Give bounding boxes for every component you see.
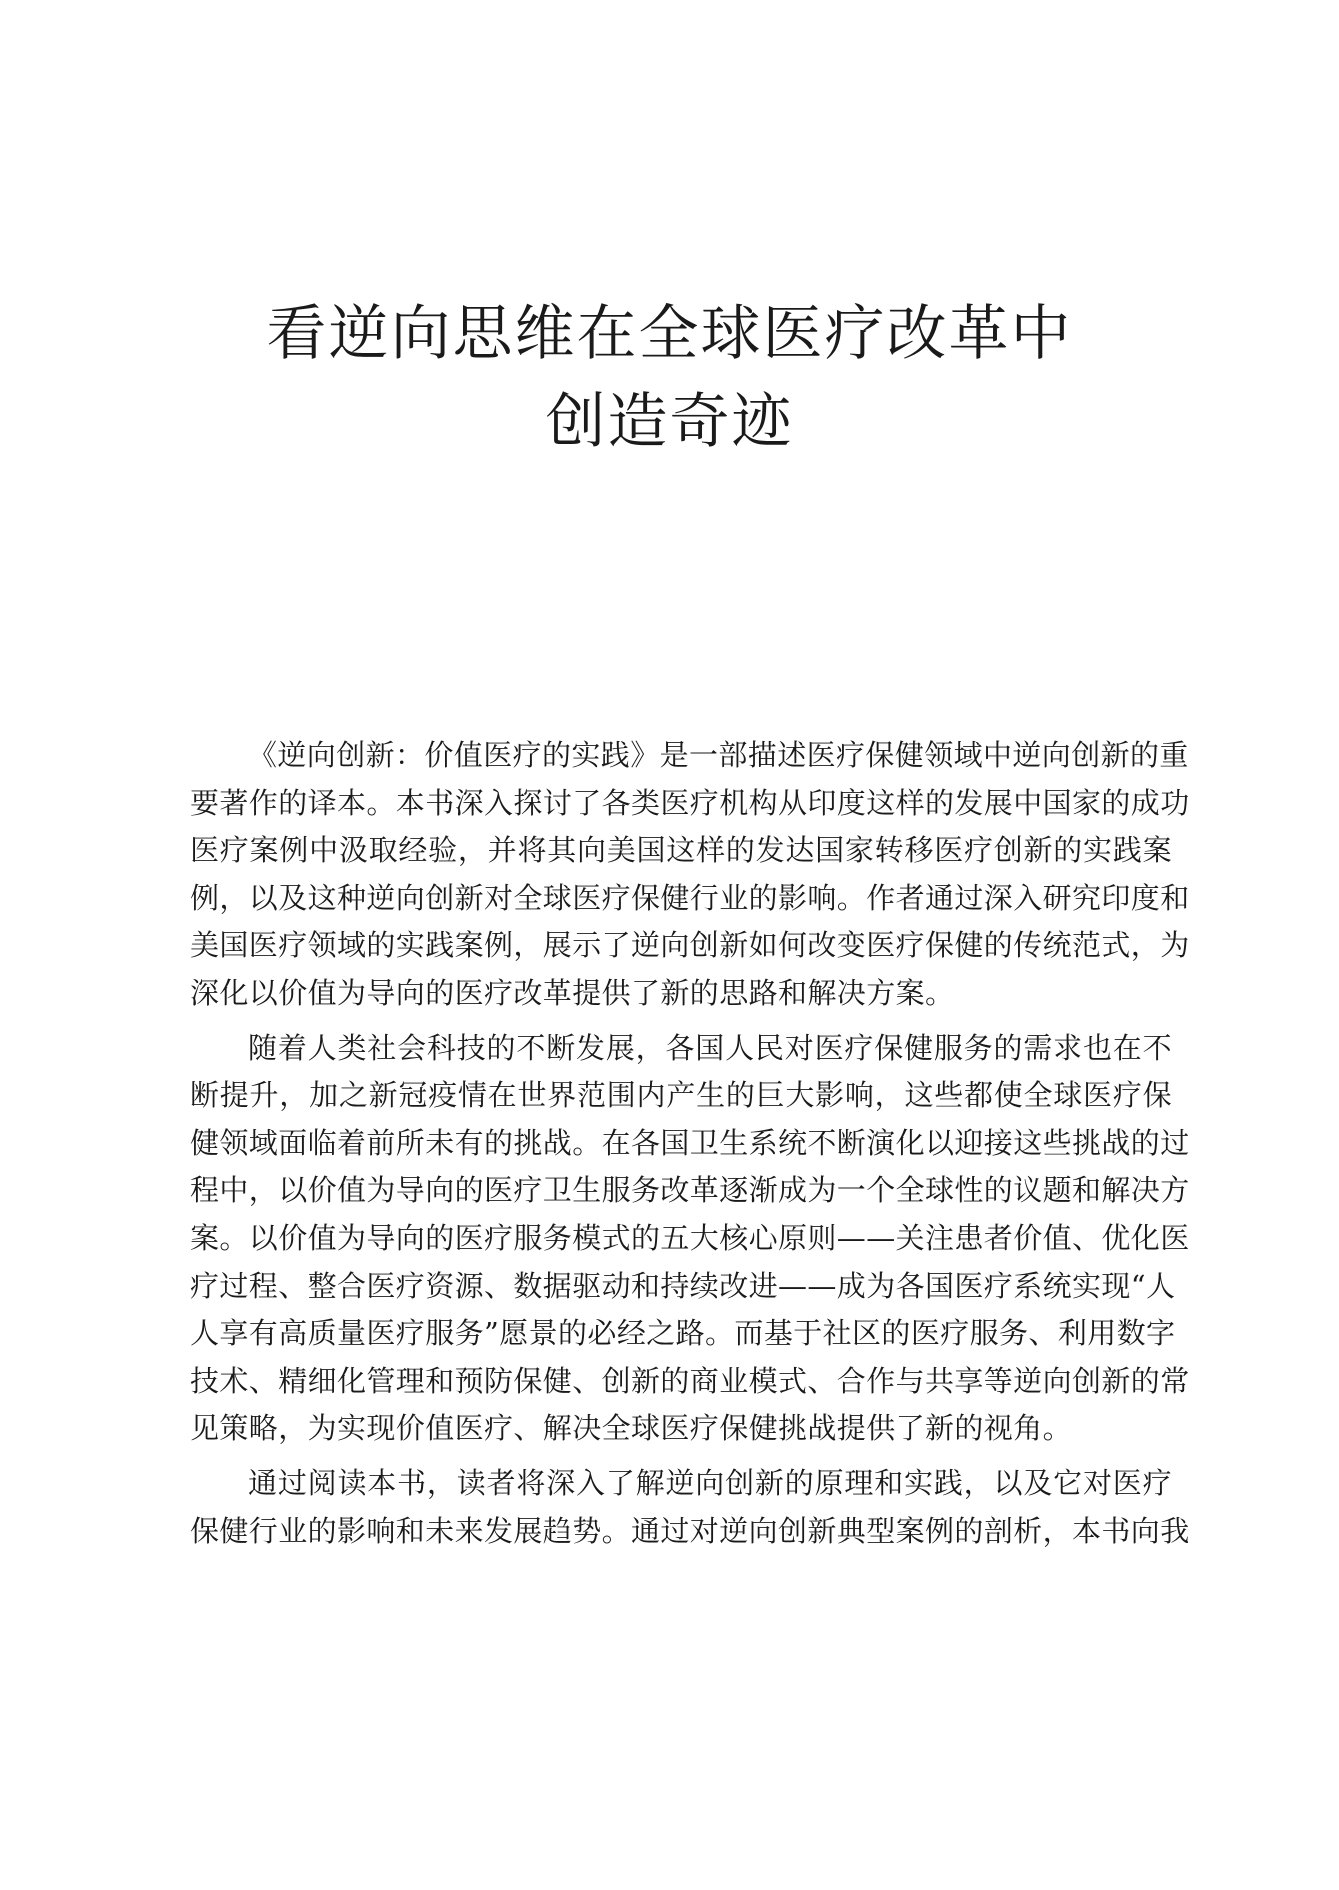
text-line: 医疗案例中汲取经验，并将其向美国这样的发达国家转移医疗创新的实践案 [190, 833, 1172, 868]
text-line: 健领域面临着前所未有的挑战。在各国卫生系统不断演化以迎接这些挑战的过 [190, 1125, 1190, 1160]
text-line: 见策略，为实现价值医疗、解决全球医疗保健挑战提供了新的视角。 [190, 1411, 1073, 1446]
text-line: 技术、精细化管理和预防保健、创新的商业模式、合作与共享等逆向创新的常 [190, 1363, 1190, 1398]
title-line-2: 创造奇迹 [545, 387, 794, 457]
paragraph-2 [190, 1025, 1190, 1453]
text-line: 疗过程、整合医疗资源、数据驱动和持续改进——成为各国医疗系统实现“人 [190, 1268, 1176, 1303]
text-line: 通过阅读本书，读者将深入了解逆向创新的原理和实践，以及它对医疗 [248, 1465, 1172, 1500]
text-line: 程中，以价值为导向的医疗卫生服务改革逐渐成为一个全球性的议题和解决方 [190, 1173, 1190, 1208]
body-text [190, 732, 1190, 1562]
text-line: 断提升，加之新冠疫情在世界范围内产生的巨大影响，这些都使全球医疗保 [190, 1078, 1172, 1113]
paragraph-1 [190, 732, 1190, 1018]
text-line: 随着人类社会科技的不断发展，各国人民对医疗保健服务的需求也在不 [248, 1030, 1172, 1065]
text-line: 例，以及这种逆向创新对全球医疗保健行业的影响。作者通过深入研究印度和 [190, 880, 1190, 915]
text-line: 深化以价值为导向的医疗改革提供了新的思路和解决方案。 [190, 975, 955, 1010]
text-line: 《逆向创新：价值医疗的实践》是一部描述医疗保健领域中逆向创新的重 [248, 738, 1189, 772]
text-line: 案。以价值为导向的医疗服务模式的五大核心原则——关注患者价值、优化医 [190, 1220, 1190, 1255]
text-line: 要著作的译本。本书深入探讨了各类医疗机构从印度这样的发展中国家的成功 [190, 785, 1190, 820]
text-line: 保健行业的影响和未来发展趋势。通过对逆向创新典型案例的剖析，本书向我 [190, 1513, 1190, 1548]
text-line: 人享有高质量医疗服务”愿景的必经之路。而基于社区的医疗服务、利用数字 [190, 1316, 1176, 1351]
page-title [0, 290, 1339, 466]
text-line: 美国医疗领域的实践案例，展示了逆向创新如何改变医疗保健的传统范式，为 [190, 928, 1190, 963]
title-line-1: 看逆向思维在全球医疗改革中 [266, 299, 1073, 369]
paragraph-3 [190, 1460, 1190, 1555]
